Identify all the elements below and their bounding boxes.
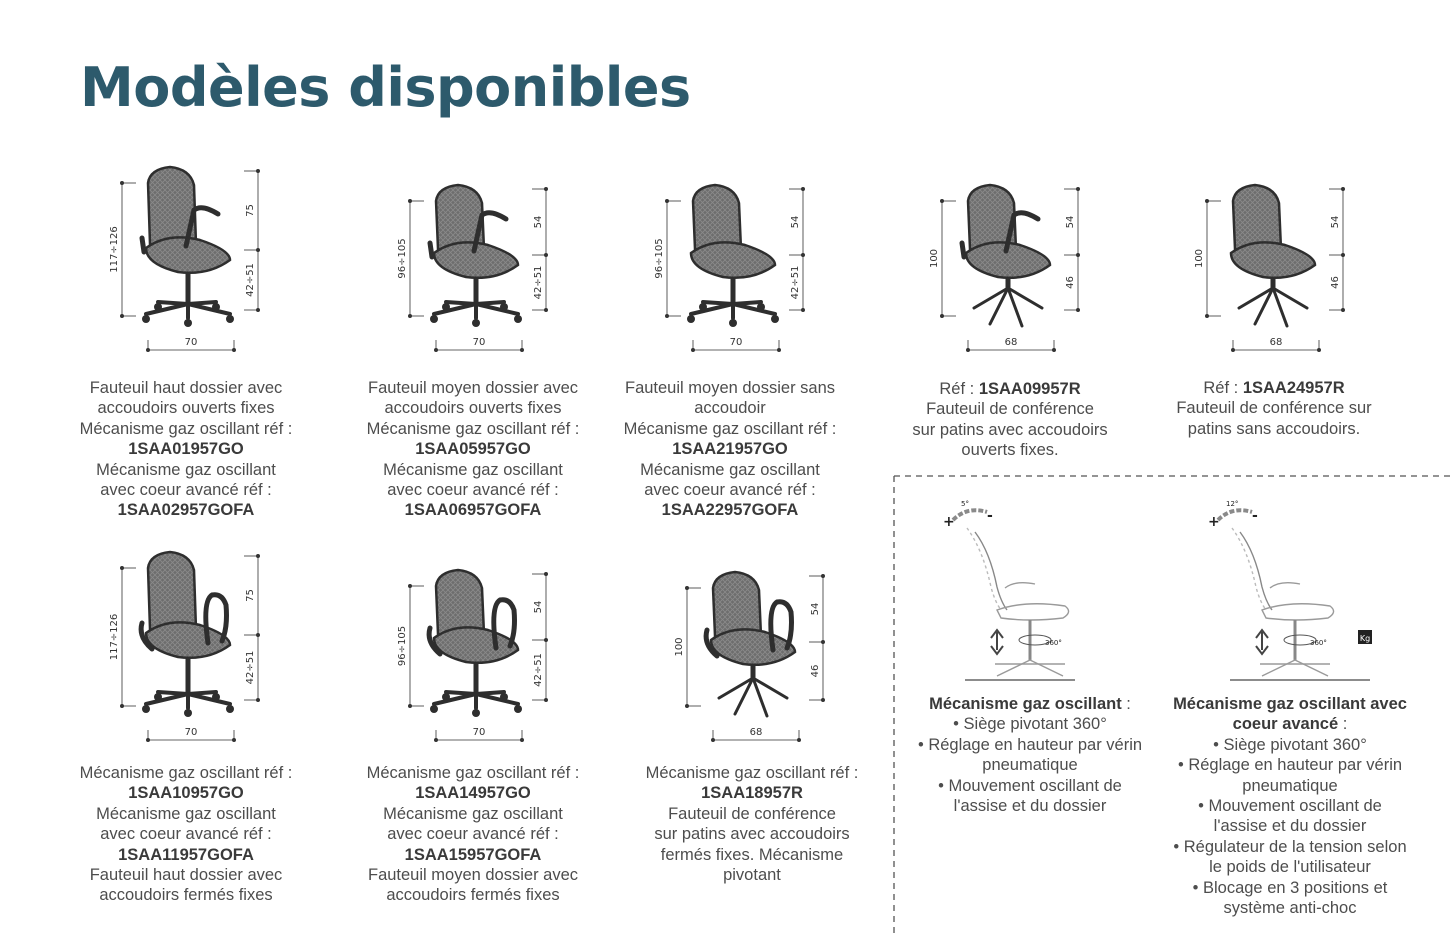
caster (757, 303, 765, 311)
caption-line: • Mouvement oscillant de (1198, 797, 1382, 816)
caption-line: accoudoirs ouverts fixes (384, 399, 562, 418)
caption-line: Fauteuil haut dossier avec (89, 866, 283, 885)
dimension-total-height: 96÷105 (654, 238, 665, 279)
dimension-seat-height: 46 (810, 664, 821, 678)
product-reference: 1SAA09957R (978, 380, 1081, 398)
caster (687, 315, 695, 323)
caption-line: Fauteuil de conférence sur (1176, 399, 1372, 418)
caption-line: Mécanisme gaz oscillant réf : (79, 419, 293, 438)
armrest-outline (1005, 583, 1035, 588)
seat (711, 629, 795, 664)
caption-line: avec coeur avancé réf : (100, 481, 272, 500)
caster (514, 315, 522, 323)
chair-drawing (100, 155, 270, 360)
dimension-back-height: 54 (533, 600, 544, 614)
caption-line: Fauteuil moyen dossier sans (624, 379, 836, 397)
chair-drawing (100, 540, 270, 750)
chair-drawing (1185, 175, 1355, 360)
chair-drawing (388, 175, 558, 360)
star-leg (158, 692, 188, 694)
minus-icon: - (987, 508, 993, 524)
caption-line: Mécanisme gaz oscillant (383, 460, 563, 479)
plus-icon: + (943, 514, 955, 530)
caption-line: avec coeur avancé réf : (387, 481, 559, 500)
caster (430, 315, 438, 323)
chair-drawing (920, 175, 1090, 360)
armrest (962, 243, 964, 257)
product-reference: 1SAA06957GOFA (404, 501, 542, 520)
dimension-total-height: 100 (929, 248, 940, 269)
product-reference: 1SAA21957GO (672, 440, 788, 459)
caster (430, 705, 438, 713)
product-reference: 1SAA22957GOFA (661, 501, 799, 520)
dimension-seat-height: 42÷51 (533, 265, 544, 300)
caption-text: Réf : (1203, 379, 1243, 397)
mechanism-diagram (1200, 492, 1380, 684)
caption-bold: Mécanisme gaz oscillant (929, 695, 1122, 713)
caster (729, 319, 737, 327)
star-leg (733, 302, 761, 304)
caption-text: Réf : (939, 380, 979, 398)
dimension-total-height: 117÷126 (109, 226, 120, 273)
star-leg (476, 692, 504, 694)
backrest-outline (975, 532, 1007, 610)
caption-line (1145, 694, 1435, 714)
dimension-back-height: 54 (533, 215, 544, 229)
caption-line: accoudoirs fermés fixes (99, 886, 273, 905)
dimension-width: 70 (184, 337, 198, 348)
product-reference: 1SAA24957R (1242, 379, 1345, 397)
star-leg (446, 302, 476, 304)
dimension-seat-height: 46 (1065, 276, 1076, 289)
product-reference: 1SAA15957GOFA (404, 845, 542, 864)
caption-line (1145, 714, 1435, 734)
mechanism-diagram (935, 492, 1085, 684)
caption-line: sur patins avec accoudoirs (912, 420, 1108, 439)
star-leg (703, 302, 733, 304)
caption-line: • Blocage en 3 positions et (1192, 878, 1388, 897)
caption-line: Fauteuil moyen dossier avec (367, 866, 579, 885)
backrest-outline (1240, 532, 1272, 610)
caster (472, 319, 480, 327)
dimension-width: 70 (184, 727, 198, 738)
caption-line: patins sans accoudoirs. (1187, 419, 1361, 438)
tilt-angle: 5° (961, 500, 969, 508)
product-reference: 1SAA11957GOFA (118, 845, 254, 864)
dimension-seat-height: 42÷51 (245, 263, 256, 297)
caption-line: système anti-choc (1223, 899, 1357, 918)
caster (699, 303, 707, 311)
product-caption (343, 763, 603, 906)
page-title: Modèles disponibles (80, 56, 691, 119)
armrest (430, 243, 432, 257)
tilt-arrow-icon (953, 510, 987, 520)
caption-line: Mécanisme gaz oscillant (96, 804, 276, 823)
caption-line: accoudoirs fermés fixes (386, 886, 560, 905)
caption-line: • Siège pivotant 360° (953, 715, 1107, 734)
product-caption (56, 378, 316, 521)
dimension-back-height: 54 (810, 602, 821, 616)
product-caption (880, 379, 1140, 461)
product-caption (1144, 378, 1404, 439)
height-arrow-icon (1256, 630, 1268, 654)
caption-line: • Régulateur de la tension selon (1173, 837, 1407, 856)
product-reference: 1SAA14957GO (415, 784, 531, 803)
dimension-seat-height: 42÷51 (790, 265, 801, 300)
caption-line: Fauteuil haut dossier avec (89, 379, 283, 397)
caption-line (880, 379, 1140, 399)
product-reference: 1SAA01957GO (128, 440, 244, 459)
caption-line: Fauteuil de conférence (926, 400, 1094, 419)
dimension-seat-height: 42÷51 (245, 650, 256, 685)
product-caption (343, 378, 603, 521)
plus-icon: + (1208, 514, 1220, 530)
caption-line: ouverts fixes. (961, 441, 1059, 460)
dimension-back-height: 54 (1330, 215, 1341, 229)
dimension-total-height: 100 (1194, 248, 1205, 269)
dimension-total-height: 96÷105 (397, 238, 408, 279)
caption-text: : (1338, 715, 1348, 734)
caption-line: sur patins avec accoudoirs (654, 825, 850, 844)
dimension-width: 68 (749, 727, 763, 738)
caption-line (885, 694, 1175, 714)
weight-label: Kg (1359, 634, 1371, 643)
caster (226, 705, 234, 713)
caption-line: • Siège pivotant 360° (1213, 735, 1367, 754)
caption-line: Mécanisme gaz oscillant (383, 804, 563, 823)
caption-line: Mécanisme gaz oscillant réf : (79, 764, 293, 782)
star-leg (158, 302, 188, 304)
caption-line: pneumatique (1242, 776, 1338, 795)
dimension-width: 70 (729, 337, 743, 348)
caster (514, 705, 522, 713)
dimension-back-height: 54 (790, 215, 801, 229)
product-reference: 1SAA18957R (701, 784, 803, 803)
seat (146, 622, 230, 657)
caster (442, 693, 450, 701)
caption-line: Mécanisme gaz oscillant réf : (366, 764, 580, 782)
caption-line: pivotant (723, 866, 781, 885)
seat (691, 242, 775, 277)
caster (142, 705, 150, 713)
caption-line: Mécanisme gaz oscillant réf : (645, 764, 859, 782)
tilt-arrow-icon (1218, 510, 1252, 520)
star-leg (188, 692, 216, 694)
caster (212, 693, 220, 701)
seat (1231, 242, 1315, 277)
mechanism-caption (1145, 694, 1435, 918)
caster (142, 315, 150, 323)
dimension-back-height: 75 (245, 589, 256, 602)
caster (154, 693, 162, 701)
product-reference: 1SAA10957GO (128, 784, 244, 803)
chair-drawing (388, 560, 558, 750)
caption-line: l'assise et du dossier (1213, 817, 1367, 836)
caption-line: avec coeur avancé réf : (100, 825, 272, 844)
dimension-back-height: 54 (1065, 215, 1076, 229)
caption-line: accoudoir (694, 399, 766, 418)
product-caption (622, 763, 882, 885)
caption-line: fermés fixes. Mécanisme (660, 845, 844, 864)
caster (184, 319, 192, 327)
caption-line: • Mouvement oscillant de (938, 776, 1122, 795)
dimension-total-height: 100 (674, 637, 685, 657)
seat (434, 627, 518, 662)
dimension-width: 68 (1269, 337, 1283, 348)
chair-drawing (645, 175, 815, 360)
dimension-width: 70 (472, 337, 486, 348)
chair-drawing (665, 562, 835, 750)
dimension-total-height: 96÷105 (397, 625, 408, 667)
caption-text: : (1121, 695, 1131, 713)
caption-bold: Mécanisme gaz oscillant avec (1173, 695, 1407, 713)
dimension-seat-height: 46 (1330, 276, 1341, 289)
caption-line: avec coeur avancé réf : (387, 825, 559, 844)
caption-line: Mécanisme gaz oscillant (96, 460, 276, 479)
caption-line: • Réglage en hauteur par vérin (1177, 756, 1403, 775)
dimension-back-height: 75 (245, 204, 256, 217)
caption-line (1144, 378, 1404, 398)
caption-line: Mécanisme gaz oscillant réf : (623, 419, 837, 438)
armrest (142, 238, 144, 252)
tilt-angle: 12° (1226, 500, 1239, 508)
caster (226, 315, 234, 323)
caption-line: • Réglage en hauteur par vérin (917, 735, 1143, 754)
product-reference: 1SAA05957GO (415, 440, 531, 459)
caster (472, 709, 480, 717)
caster (442, 303, 450, 311)
caption-line: Fauteuil moyen dossier avec (367, 379, 579, 397)
caster (154, 303, 162, 311)
rotation-angle: 360° (1045, 639, 1062, 647)
caster (184, 709, 192, 717)
seat-outline (997, 604, 1069, 620)
dimension-seat-height: 42÷51 (533, 653, 544, 687)
caption-line: Mécanisme gaz oscillant (640, 460, 820, 479)
caster (771, 315, 779, 323)
star-leg (188, 302, 216, 304)
caption-line: Fauteuil de conférence (668, 804, 836, 823)
star-leg (476, 302, 504, 304)
seat-outline (1262, 604, 1334, 620)
caster (500, 303, 508, 311)
armrest-outline (1270, 583, 1300, 588)
product-caption (600, 378, 860, 521)
product-reference: 1SAA02957GOFA (117, 501, 255, 520)
caster (500, 693, 508, 701)
dimension-width: 70 (472, 727, 486, 738)
caption-line: Mécanisme gaz oscillant réf : (366, 419, 580, 438)
star-leg (446, 692, 476, 694)
caster (212, 303, 220, 311)
product-caption (56, 763, 316, 906)
caption-line: avec coeur avancé réf : (644, 481, 816, 500)
caption-line: pneumatique (982, 756, 1078, 775)
caption-line: l'assise et du dossier (953, 797, 1107, 816)
caption-line: le poids de l'utilisateur (1209, 858, 1371, 877)
rotation-angle: 360° (1310, 639, 1327, 647)
caption-bold: coeur avancé (1232, 715, 1339, 734)
height-arrow-icon (991, 630, 1003, 654)
minus-icon: - (1252, 508, 1258, 524)
mechanism-caption (885, 694, 1175, 816)
dimension-width: 68 (1004, 337, 1018, 348)
dimension-total-height: 117÷126 (109, 613, 120, 661)
caption-line: accoudoirs ouverts fixes (97, 399, 275, 418)
